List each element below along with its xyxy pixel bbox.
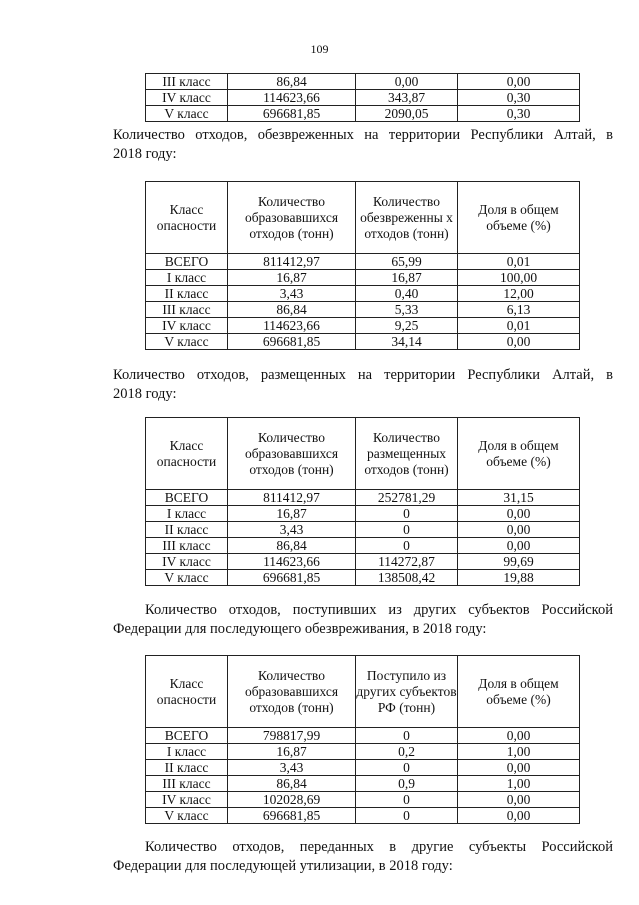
column-header: Количество обезвреженны х отходов (тонн) — [356, 182, 458, 254]
table-row — [146, 808, 580, 824]
paragraph-received-intro — [113, 601, 613, 639]
column-header: Количество образовавшихся отходов (тонн) — [228, 656, 356, 728]
column-header: Поступило из других субъектов РФ (тонн) — [356, 656, 458, 728]
table-cell: 86,84 — [228, 776, 356, 792]
table-cell: 811412,97 — [228, 490, 356, 506]
table-cell: 0 — [356, 522, 458, 538]
table-cell: 0,00 — [458, 538, 580, 554]
table-row — [146, 286, 580, 302]
table-cell: 0,00 — [458, 522, 580, 538]
table-cell: III класс — [146, 538, 228, 554]
paragraph-line: Количество отходов, размещенных на территории Республики Алтай, в — [113, 367, 613, 383]
table-cell: 9,25 — [356, 318, 458, 334]
table-cell: 3,43 — [228, 760, 356, 776]
table-cell: 0 — [356, 792, 458, 808]
table-cell: 0 — [356, 760, 458, 776]
table-row — [146, 106, 580, 122]
table-cell: 2090,05 — [356, 106, 458, 122]
table-row — [146, 74, 580, 90]
table-cell: V класс — [146, 808, 228, 824]
table-row — [146, 744, 580, 760]
table-cell: V класс — [146, 334, 228, 350]
table-cell: 0,00 — [458, 74, 580, 90]
table-neutralized-waste — [145, 181, 580, 350]
table-row — [146, 318, 580, 334]
column-header: Количество размещенных отходов (тонн) — [356, 418, 458, 490]
table-continued — [145, 73, 580, 122]
table-cell: V класс — [146, 570, 228, 586]
table-row — [146, 334, 580, 350]
column-header: Количество образовавшихся отходов (тонн) — [228, 182, 356, 254]
column-header: Количество образовавшихся отходов (тонн) — [228, 418, 356, 490]
table-row — [146, 792, 580, 808]
table-cell: 3,43 — [228, 286, 356, 302]
table-cell: 0,01 — [458, 254, 580, 270]
table-cell: 12,00 — [458, 286, 580, 302]
table-cell: 114623,66 — [228, 90, 356, 106]
table-cell: III класс — [146, 74, 228, 90]
paragraph-neutralized-intro — [113, 126, 613, 164]
table-cell: 696681,85 — [228, 334, 356, 350]
table-cell: 0,01 — [458, 318, 580, 334]
table-row — [146, 554, 580, 570]
table-cell: 0,30 — [458, 90, 580, 106]
table-cell: 16,87 — [228, 506, 356, 522]
table-cell: 0,9 — [356, 776, 458, 792]
table-cell: 0,00 — [356, 74, 458, 90]
paragraph-line: Количество отходов, обезвреженных на территории Республики Алтай, в — [113, 127, 613, 143]
table-cell: 0,00 — [458, 334, 580, 350]
table-cell: I класс — [146, 270, 228, 286]
table-cell: III класс — [146, 302, 228, 318]
table-cell: 0 — [356, 538, 458, 554]
table-cell: 16,87 — [228, 744, 356, 760]
table-cell: 1,00 — [458, 744, 580, 760]
paragraph-line: Федерации для последующего обезвреживания, в 2018 году: — [113, 621, 487, 637]
column-header: Доля в общем объеме (%) — [458, 418, 580, 490]
table-cell: IV класс — [146, 792, 228, 808]
column-header: Доля в общем объеме (%) — [458, 656, 580, 728]
paragraph-placed-intro — [113, 366, 613, 404]
table-row — [146, 538, 580, 554]
table-row — [146, 760, 580, 776]
paragraph-line: 2018 году: — [113, 386, 177, 402]
table-row — [146, 506, 580, 522]
table-cell: ВСЕГО — [146, 728, 228, 744]
column-header: Класс опасности — [146, 182, 228, 254]
table-cell: 16,87 — [228, 270, 356, 286]
table-row — [146, 522, 580, 538]
table-cell: 798817,99 — [228, 728, 356, 744]
table-cell: 86,84 — [228, 538, 356, 554]
table-cell: 811412,97 — [228, 254, 356, 270]
table-cell: II класс — [146, 522, 228, 538]
table-cell: 65,99 — [356, 254, 458, 270]
table-cell: 696681,85 — [228, 570, 356, 586]
column-header: Доля в общем объеме (%) — [458, 182, 580, 254]
table-cell: II класс — [146, 760, 228, 776]
table-cell: IV класс — [146, 318, 228, 334]
table-cell: 1,00 — [458, 776, 580, 792]
table-row — [146, 490, 580, 506]
table-cell: III класс — [146, 776, 228, 792]
paragraph-line: Количество отходов, переданных в другие субъекты Российской — [145, 839, 613, 855]
table-cell: 0,00 — [458, 792, 580, 808]
table-cell: 3,43 — [228, 522, 356, 538]
table-cell: 31,15 — [458, 490, 580, 506]
table-cell: 0,40 — [356, 286, 458, 302]
table-received-waste — [145, 655, 580, 824]
table-cell: 0,2 — [356, 744, 458, 760]
paragraph-line: 2018 году: — [113, 146, 177, 162]
table-placed-waste — [145, 417, 580, 586]
table-cell: 100,00 — [458, 270, 580, 286]
table-cell: I класс — [146, 506, 228, 522]
table-cell: 86,84 — [228, 74, 356, 90]
table-cell: 19,88 — [458, 570, 580, 586]
table-cell: 5,33 — [356, 302, 458, 318]
table-cell: ВСЕГО — [146, 254, 228, 270]
table-cell: I класс — [146, 744, 228, 760]
table-cell: 114623,66 — [228, 318, 356, 334]
column-header: Класс опасности — [146, 656, 228, 728]
table-cell: 0 — [356, 808, 458, 824]
table-cell: IV класс — [146, 90, 228, 106]
table-cell: 6,13 — [458, 302, 580, 318]
table-cell: 138508,42 — [356, 570, 458, 586]
table-cell: 16,87 — [356, 270, 458, 286]
table-cell: 86,84 — [228, 302, 356, 318]
paragraph-transferred-intro — [113, 838, 613, 876]
table-row — [146, 90, 580, 106]
column-header: Класс опасности — [146, 418, 228, 490]
table-cell: 0 — [356, 728, 458, 744]
table-row — [146, 776, 580, 792]
table-cell: 0,00 — [458, 506, 580, 522]
table-cell: 343,87 — [356, 90, 458, 106]
table-row — [146, 254, 580, 270]
table-cell: 102028,69 — [228, 792, 356, 808]
table-cell: 696681,85 — [228, 808, 356, 824]
table-cell: IV класс — [146, 554, 228, 570]
table-cell: II класс — [146, 286, 228, 302]
table-cell: 99,69 — [458, 554, 580, 570]
table-cell: 252781,29 — [356, 490, 458, 506]
table-cell: 34,14 — [356, 334, 458, 350]
table-cell: 0,30 — [458, 106, 580, 122]
table-cell: 696681,85 — [228, 106, 356, 122]
page-number: 109 — [310, 42, 329, 56]
table-header-row — [146, 418, 580, 490]
table-row — [146, 570, 580, 586]
table-cell: 0,00 — [458, 808, 580, 824]
table-header-row — [146, 182, 580, 254]
table-cell: 114272,87 — [356, 554, 458, 570]
table-row — [146, 270, 580, 286]
table-cell: 0,00 — [458, 760, 580, 776]
table-cell: V класс — [146, 106, 228, 122]
paragraph-line: Количество отходов, поступивших из других субъектов Российской — [145, 602, 613, 618]
table-cell: 0 — [356, 506, 458, 522]
table-row — [146, 302, 580, 318]
table-cell: ВСЕГО — [146, 490, 228, 506]
table-cell: 114623,66 — [228, 554, 356, 570]
table-row — [146, 728, 580, 744]
paragraph-line: Федерации для последующей утилизации, в 2018 году: — [113, 858, 453, 874]
table-cell: 0,00 — [458, 728, 580, 744]
table-header-row — [146, 656, 580, 728]
